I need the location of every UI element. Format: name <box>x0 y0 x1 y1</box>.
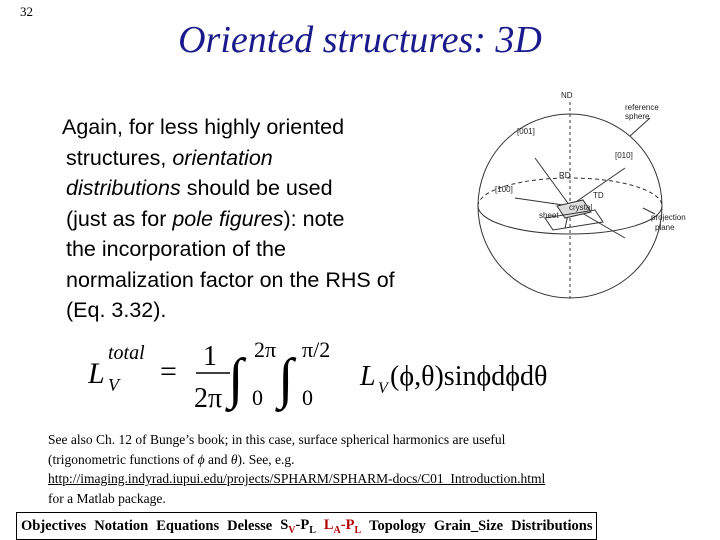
body-italic-span: orientation <box>172 145 273 170</box>
nav-sv-pl-sub1: V <box>288 524 296 536</box>
nav-distributions[interactable]: Distributions <box>511 517 593 534</box>
spharm-link[interactable]: http://imaging.indyrad.iupui.edu/projects/SPHARM/SPHARM-docs/C01_Introduction.html <box>48 471 546 486</box>
dir-010-line <box>570 168 625 206</box>
note-phi: ϕ <box>197 451 205 467</box>
body-line <box>66 173 466 204</box>
nav-sv-pl-p: -P <box>295 516 310 533</box>
note-theta: θ <box>230 451 238 467</box>
body-line: the incorporation of the <box>66 237 286 261</box>
label-td: TD <box>593 191 604 200</box>
eq-integrand-sub: V <box>378 380 388 397</box>
label-sphere: sphere <box>625 112 650 121</box>
body-text-span: should be used <box>180 176 333 200</box>
body-line: Again, for less highly oriented <box>62 115 345 139</box>
note-span: and <box>204 451 231 467</box>
nav-la-pl-p: -P <box>340 516 355 533</box>
navigation-bar <box>16 512 597 540</box>
nav-sv-pl-s: S <box>280 516 289 533</box>
nav-sv-pl-sub2: L <box>309 524 316 536</box>
body-text-span: ): note <box>283 206 345 231</box>
eq-lhs-sup: total <box>108 342 145 364</box>
body-text-span: structures, <box>66 145 173 170</box>
label-001: [001] <box>517 127 535 136</box>
eq-int2-upper: π/2 <box>302 337 331 362</box>
label-rd: RD <box>559 171 571 180</box>
label-nd: ND <box>561 91 573 100</box>
note-line <box>48 469 668 489</box>
eq-equals: = <box>160 355 177 388</box>
dir-001-line <box>535 158 570 206</box>
label-projection: projection <box>651 213 686 222</box>
body-line: normalization factor on the RHS of <box>66 267 395 292</box>
body-line <box>66 204 466 235</box>
body-text-span: (just as for <box>66 206 173 231</box>
note-line: See also Ch. 12 of Bunge’s book; in this case, surface spherical harmonics are useful <box>48 432 506 447</box>
body-line: (Eq. 3.32). <box>66 298 167 322</box>
eq-frac-den: 2π <box>194 383 223 414</box>
eq-lhs-sub: V <box>108 375 119 395</box>
reference-note <box>48 430 668 508</box>
nav-grain-size[interactable]: Grain_Size <box>433 517 504 534</box>
eq-integrand-L: L <box>360 361 376 392</box>
label-plane: plane <box>655 223 675 232</box>
eq-int1-lower: 0 <box>252 385 263 410</box>
label-sheet: sheet <box>539 211 559 220</box>
body-line <box>66 143 466 174</box>
eq-int1-upper: 2π <box>254 337 277 362</box>
nav-la-pl-sub1: A <box>333 524 341 536</box>
note-span: (trigonometric functions of <box>48 451 198 467</box>
nav-la-pl-sub2: L <box>354 524 362 536</box>
slide-number: 32 <box>20 4 33 19</box>
label-100: [100] <box>495 185 513 194</box>
nav-notation[interactable]: Notation <box>94 517 149 534</box>
eq-frac-num: 1 <box>203 341 217 372</box>
reference-sphere-figure <box>465 88 690 306</box>
body-italic-span: pole figures <box>172 206 284 231</box>
eq-int2-lower: 0 <box>302 385 313 410</box>
body-italic-span: distributions <box>66 176 181 200</box>
nav-equations[interactable]: Equations <box>156 517 220 534</box>
nav-sv-pl[interactable] <box>280 517 316 536</box>
nav-objectives[interactable]: Objectives <box>21 517 87 534</box>
slide-title: Oriented structures: 3D <box>178 19 542 61</box>
label-reference: reference <box>625 103 659 112</box>
body-paragraph <box>62 112 466 326</box>
nav-topology[interactable]: Topology <box>369 517 426 534</box>
label-010: [010] <box>615 151 633 160</box>
eq-integrand-rest: (ϕ,θ)sinϕdϕdθ <box>390 361 548 392</box>
note-line: for a Matlab package. <box>48 490 166 506</box>
eq-lhs-L: L <box>88 357 105 390</box>
nav-la-pl[interactable] <box>324 517 361 536</box>
note-line <box>48 450 668 470</box>
nav-delesse[interactable]: Delesse <box>227 517 273 534</box>
eq-integral-1: ∫ <box>228 348 244 410</box>
label-crystal: crystal <box>569 203 593 212</box>
equation <box>88 335 648 415</box>
eq-integral-2: ∫ <box>278 348 294 410</box>
nav-la-pl-l: L <box>323 516 334 533</box>
note-span: ). See, e.g. <box>237 451 295 467</box>
